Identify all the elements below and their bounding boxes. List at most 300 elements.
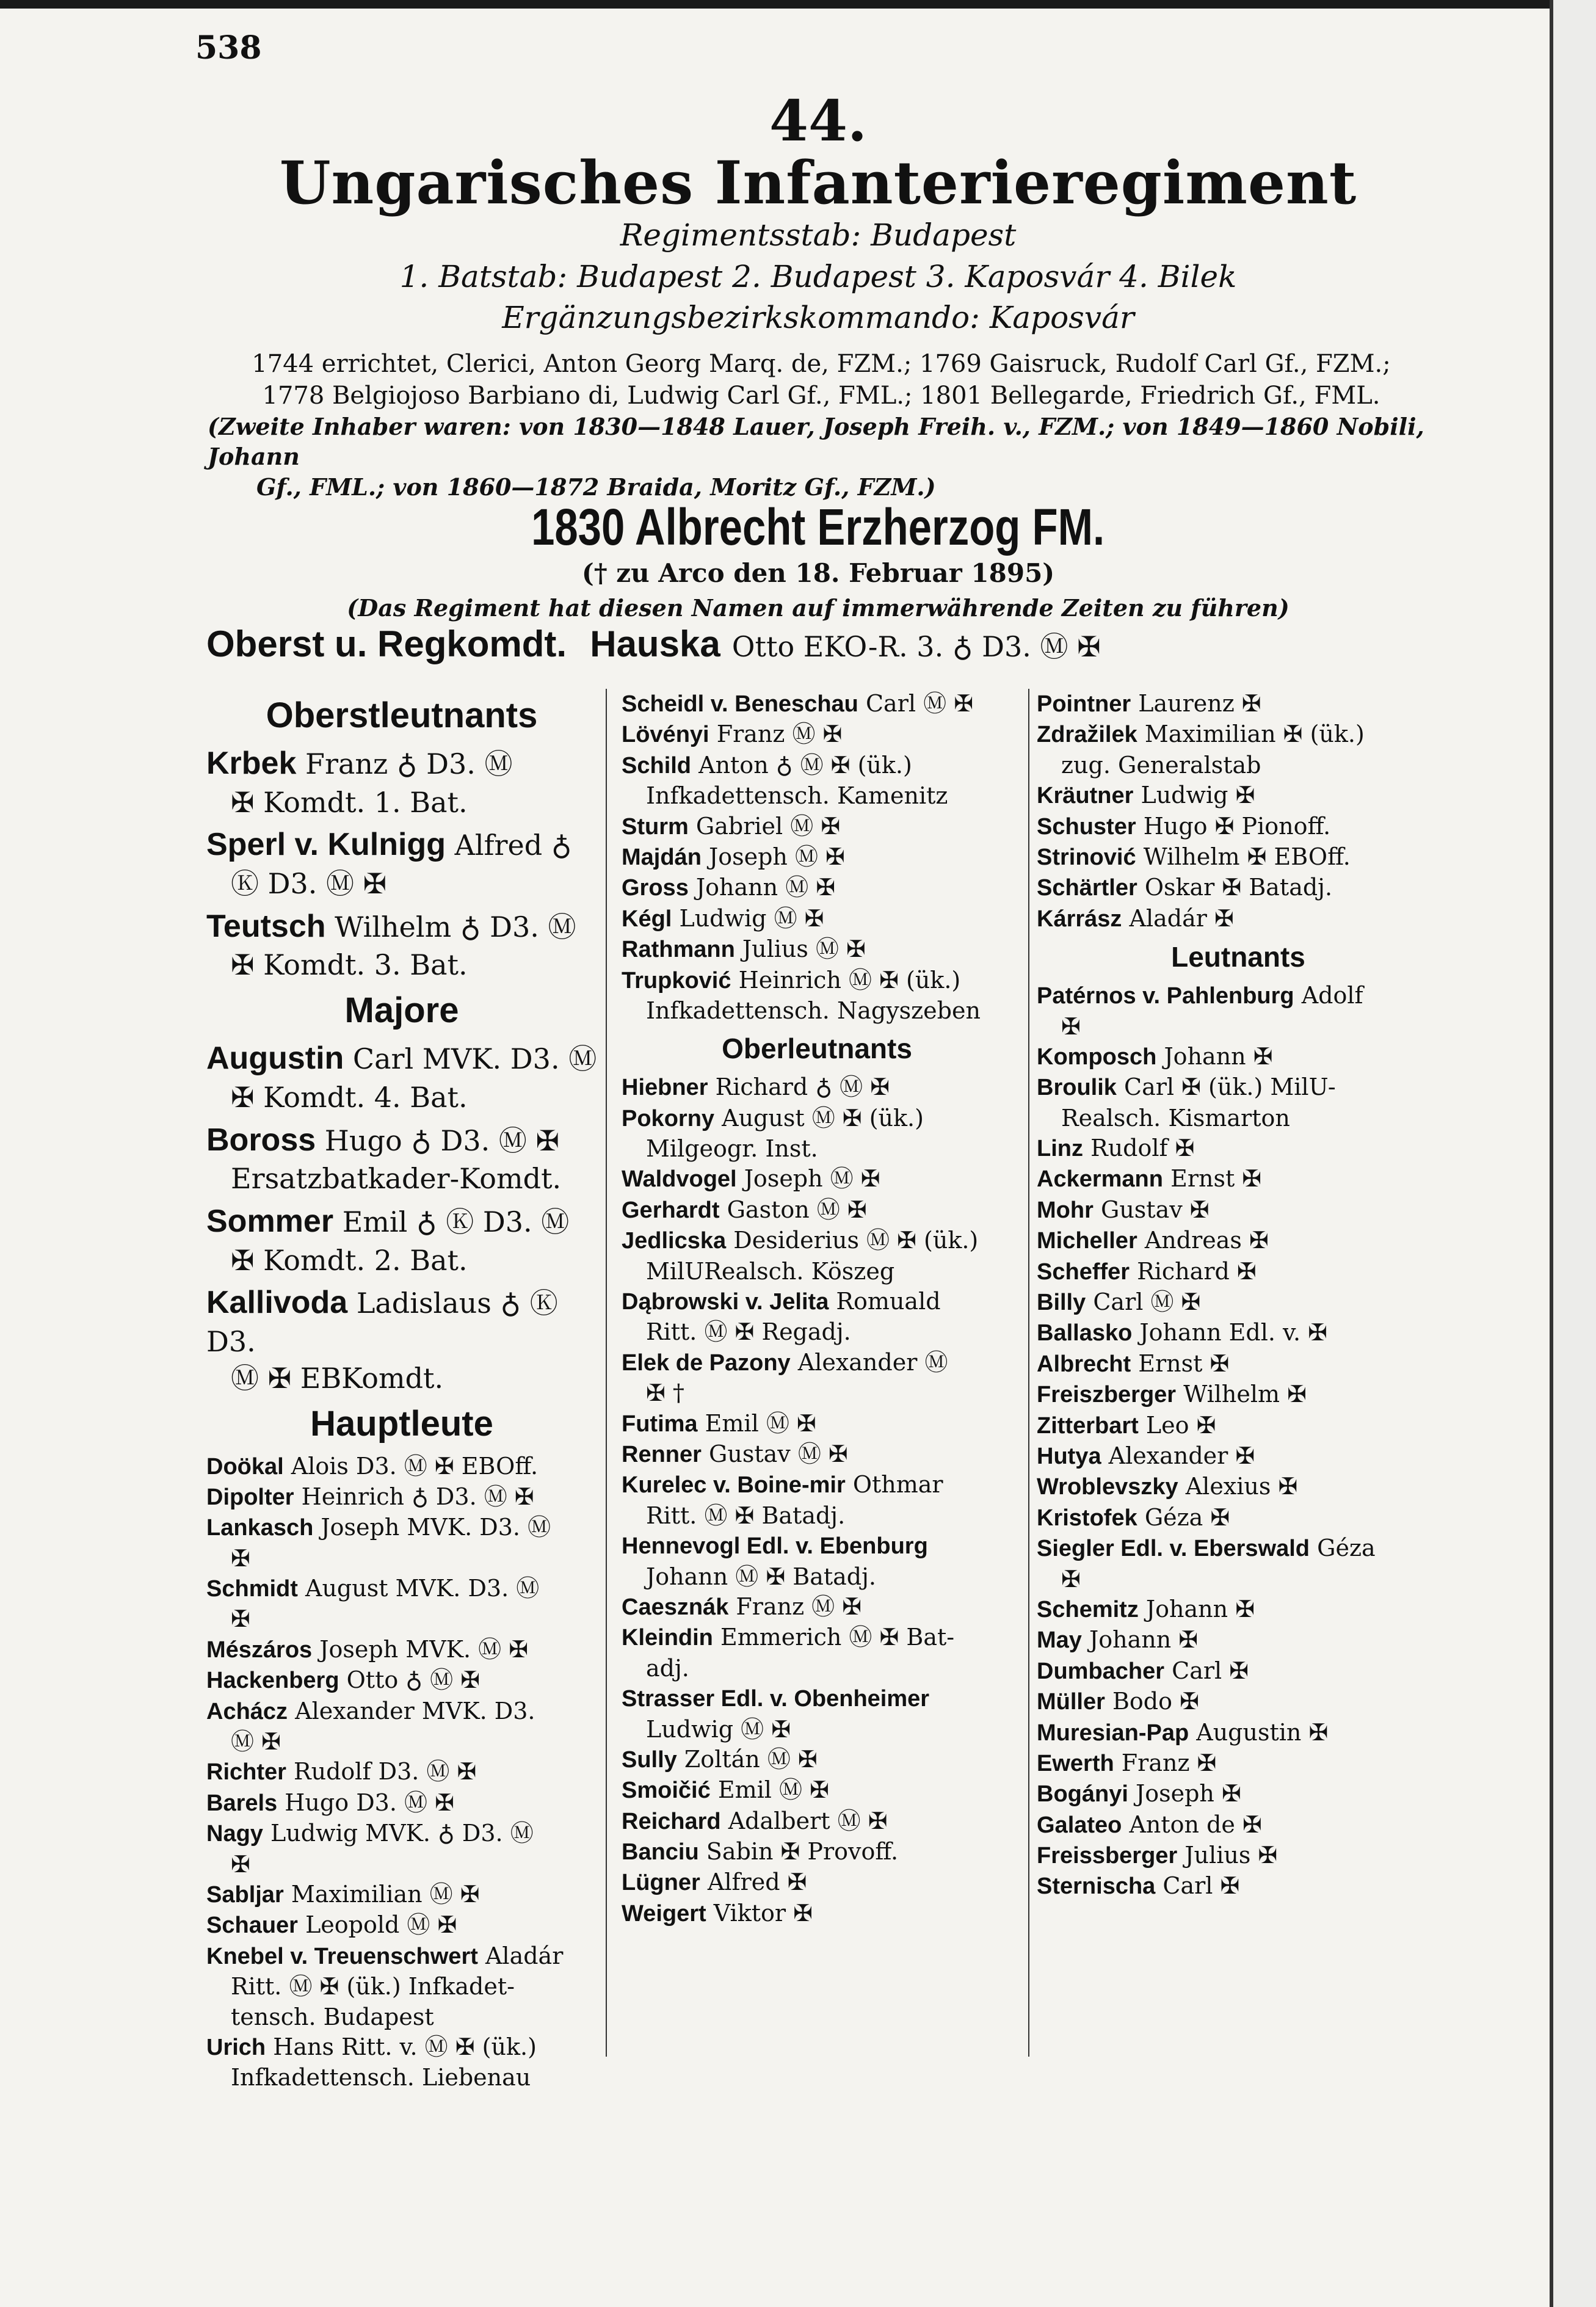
officer-line xyxy=(622,1409,1012,1439)
officer-details: Julius ✠ xyxy=(1184,1842,1278,1869)
officer-entry xyxy=(206,1665,597,1696)
officer-surname: Kárrász xyxy=(1037,906,1122,932)
majore-list xyxy=(206,1038,597,1397)
officer-line xyxy=(1037,1718,1440,1748)
officer-line xyxy=(1037,1133,1440,1164)
officer-line xyxy=(622,1898,1012,1929)
officer-line xyxy=(622,1775,1012,1806)
hauptleute-list-cont xyxy=(622,689,1012,1026)
officer-entry xyxy=(206,1482,597,1513)
officer-line xyxy=(622,1622,1012,1653)
officer-surname: Wroblevszky xyxy=(1037,1474,1178,1500)
officer-entry xyxy=(206,1818,597,1880)
oberleutnants-list-cont xyxy=(1037,689,1440,934)
officer-entry xyxy=(1037,873,1440,903)
officer-entry xyxy=(206,824,597,902)
officer-surname: Siegler Edl. v. Eberswald xyxy=(1037,1536,1310,1562)
officer-line xyxy=(622,689,1012,719)
officer-entry xyxy=(622,1439,1012,1470)
officer-continuation: ✠ xyxy=(1061,1565,1081,1593)
officer-details: Alexius ✠ xyxy=(1185,1473,1298,1500)
oberst-name: Hauska xyxy=(590,623,720,664)
officer-entry xyxy=(1037,1195,1440,1226)
history-line-2: 1778 Belgiojoso Barbiano di, Ludwig Carl Gf., FML.; 1801 Bellegarde, Friedrich Gf., FML. xyxy=(262,382,1380,410)
officer-line xyxy=(622,1348,1012,1378)
officer-line xyxy=(1037,689,1440,719)
officer-details: Sabin ✠ Provoff. xyxy=(706,1838,899,1866)
officer-details: Richard ✠ xyxy=(1137,1257,1257,1285)
officer-line xyxy=(206,906,597,948)
officer-entry xyxy=(206,1451,597,1482)
officer-line xyxy=(1037,1472,1440,1502)
officer-entry xyxy=(206,1788,597,1818)
officer-line xyxy=(622,1837,1012,1867)
officer-continuation: ✠ Komdt. 4. Bat. xyxy=(231,1080,468,1114)
officer-continuation: Infkadettensch. Nagyszeben xyxy=(646,997,981,1024)
officer-surname: Pointner xyxy=(1037,691,1131,717)
officer-surname: Sommer xyxy=(206,1203,334,1239)
regimentsstab-line: Regimentsstab: Budapest xyxy=(620,217,1017,253)
officer-details: Leo ✠ xyxy=(1145,1411,1216,1439)
officer-details: Bodo ✠ xyxy=(1112,1688,1199,1715)
officer-continuation: ✠ xyxy=(1061,1012,1081,1040)
officer-details: Ernst ✠ xyxy=(1170,1165,1262,1193)
section-oberleutnants: Oberleutnants xyxy=(722,1033,912,1065)
officer-line xyxy=(206,1818,597,1849)
officer-details: Géza ✠ xyxy=(1144,1503,1230,1531)
officer-details: Heinrich Ⓜ ✠ (ük.) xyxy=(738,966,961,994)
officer-continuation: Ritt. Ⓜ ✠ (ük.) Infkadet- tensch. Budapest xyxy=(231,1973,515,2030)
officer-surname: Galateo xyxy=(1037,1812,1122,1838)
officer-surname: Sternischa xyxy=(1037,1873,1156,1900)
officer-line xyxy=(622,1745,1012,1775)
officer-line xyxy=(622,934,1012,965)
namegiver-note: (Das Regiment hat diesen Namen auf immerwährende Zeiten zu führen) xyxy=(347,594,1289,622)
officer-entry xyxy=(1037,1257,1440,1287)
page-number: 538 xyxy=(195,29,262,67)
officer-details: Carl ✠ xyxy=(1163,1872,1240,1900)
officer-entry xyxy=(206,906,597,984)
officer-entry xyxy=(1037,842,1440,873)
officer-entry xyxy=(622,1622,1012,1684)
officer-surname: Patérnos v. Pahlenburg xyxy=(1037,983,1294,1009)
officer-surname: Reichard xyxy=(622,1808,721,1834)
officer-surname: Scheffer xyxy=(1037,1259,1130,1285)
officer-surname: Kristofek xyxy=(1037,1505,1137,1531)
officer-details: Géza xyxy=(1317,1535,1376,1562)
officer-surname: Billy xyxy=(1037,1290,1086,1316)
regiment-history xyxy=(208,348,1435,502)
officer-details: Alfred ✠ xyxy=(707,1869,807,1896)
officer-continuation: Ersatzbatkader-Komdt. xyxy=(231,1162,562,1196)
officer-entry xyxy=(1037,1503,1440,1533)
column-1 xyxy=(206,689,597,2093)
officer-line xyxy=(622,873,1012,903)
officer-entry xyxy=(1037,981,1440,1042)
officer-surname: Ewerth xyxy=(1037,1750,1114,1776)
namegiver-death: († zu Arco den 18. Februar 1895) xyxy=(581,558,1055,588)
officer-surname: Mohr xyxy=(1037,1197,1094,1223)
officer-details: Hans Ritt. v. Ⓜ ✠ (ük.) xyxy=(273,2033,537,2060)
officer-continuation: MilURealsch. Köszeg xyxy=(646,1257,895,1285)
officer-surname: Renner xyxy=(622,1441,702,1467)
officer-details: Gustav ✠ xyxy=(1100,1196,1210,1223)
officer-line xyxy=(206,1696,597,1727)
officer-entry xyxy=(206,1696,597,1757)
officer-surname: Nagy xyxy=(206,1821,263,1847)
officer-details: Adalbert Ⓜ ✠ xyxy=(728,1807,888,1834)
officer-entry xyxy=(1037,1472,1440,1502)
officer-continuation: Infkadettensch. Kamenitz xyxy=(646,782,948,810)
officer-surname: Weigert xyxy=(622,1900,706,1927)
regiment-number: 44. xyxy=(769,88,868,154)
officer-entry xyxy=(1037,812,1440,842)
officer-details: Desiderius Ⓜ ✠ (ük.) xyxy=(733,1227,979,1254)
officer-line xyxy=(206,1120,597,1161)
officer-entry xyxy=(622,1409,1012,1439)
officer-line xyxy=(1037,1441,1440,1472)
officer-surname: Teutsch xyxy=(206,908,326,944)
officer-entry xyxy=(206,743,597,821)
officer-line xyxy=(206,743,597,785)
officer-entry xyxy=(1037,1042,1440,1072)
officer-details: Ludwig Ⓜ ✠ xyxy=(679,904,824,932)
officer-details: Gustav Ⓜ ✠ xyxy=(709,1440,848,1467)
officer-entry xyxy=(622,750,1012,812)
section-leutnants: Leutnants xyxy=(1171,941,1305,973)
column-3 xyxy=(1037,689,1440,1902)
officer-continuation: Ludwig Ⓜ ✠ xyxy=(646,1715,791,1743)
officer-entry xyxy=(1037,1840,1440,1871)
officer-surname: Knebel v. Treuenschwert xyxy=(206,1943,478,1969)
officer-surname: Hennevogl Edl. v. Ebenburg xyxy=(622,1533,928,1560)
namegiver-title: 1830 Albrecht Erzherzog FM. xyxy=(531,498,1105,556)
officer-line xyxy=(206,1451,597,1482)
officer-details: Augustin ✠ xyxy=(1196,1718,1329,1746)
hauptleute-list xyxy=(206,1451,597,2093)
officer-continuation: ✠ xyxy=(231,1544,250,1572)
officer-entry xyxy=(206,1880,597,1910)
officer-entry xyxy=(622,1195,1012,1226)
officer-details: Hugo ♁ D3. Ⓜ ✠ xyxy=(324,1124,560,1157)
officer-surname: Kleindin xyxy=(622,1625,713,1651)
officer-surname: Komposch xyxy=(1037,1044,1157,1070)
officer-surname: Dipolter xyxy=(206,1484,294,1510)
officer-details: Wilhelm ✠ EBOff. xyxy=(1143,843,1351,870)
officer-line xyxy=(206,824,597,866)
officer-continuation: Ⓜ ✠ xyxy=(231,1728,281,1756)
officer-entry xyxy=(622,934,1012,965)
officer-surname: Gerhardt xyxy=(622,1197,720,1223)
officer-details: Joseph Ⓜ ✠ xyxy=(744,1165,880,1193)
officer-line xyxy=(622,842,1012,873)
officer-entry xyxy=(622,904,1012,934)
officer-details: Franz ✠ xyxy=(1121,1749,1217,1776)
officer-line xyxy=(1037,1840,1440,1871)
officer-surname: Richter xyxy=(206,1759,286,1786)
officer-line xyxy=(1037,1810,1440,1840)
officer-details: Rudolf D3. Ⓜ ✠ xyxy=(294,1758,477,1786)
officer-line xyxy=(622,1867,1012,1898)
officer-line xyxy=(622,750,1012,781)
officer-line xyxy=(622,1195,1012,1226)
oberst-details: Otto EKO-R. 3. ♁ D3. Ⓜ ✠ xyxy=(731,630,1101,663)
officer-surname: Hiebner xyxy=(622,1075,708,1101)
officer-entry xyxy=(1037,1810,1440,1840)
officer-surname: Micheller xyxy=(1037,1228,1137,1254)
officer-entry xyxy=(1037,1072,1440,1133)
officer-surname: Caesznák xyxy=(622,1594,729,1620)
officer-line xyxy=(206,1880,597,1910)
officer-entry xyxy=(622,689,1012,719)
officer-line xyxy=(1037,1687,1440,1717)
column-divider-1 xyxy=(606,689,607,2057)
officer-line xyxy=(622,1103,1012,1134)
officer-details: Wilhelm ♁ D3. Ⓜ xyxy=(335,910,576,943)
officer-entry xyxy=(1037,1287,1440,1318)
officer-details: August Ⓜ ✠ (ük.) xyxy=(722,1104,924,1132)
officer-line xyxy=(622,719,1012,750)
officer-details: Alfred ♁ xyxy=(454,829,572,862)
officer-line xyxy=(206,1665,597,1696)
officer-entry xyxy=(1037,1441,1440,1472)
officer-surname: Jedlicska xyxy=(622,1228,727,1254)
officer-line xyxy=(1037,1871,1440,1902)
officer-line xyxy=(1037,1779,1440,1809)
officer-entry xyxy=(206,1910,597,1941)
officer-surname: Scheidl v. Beneschau xyxy=(622,691,858,717)
officer-surname: Zitterbart xyxy=(1037,1412,1139,1439)
officer-continuation: Infkadettensch. Liebenau xyxy=(231,2064,531,2091)
history-line-3: (Zweite Inhaber waren: von 1830—1848 Lauer, Joseph Freih. v., FZM.; von 1849—1860 Nobili, Johann xyxy=(208,413,1424,471)
officer-details: Alexander ✠ xyxy=(1108,1442,1255,1469)
officer-entry xyxy=(206,1941,597,2032)
officer-entry xyxy=(1037,904,1440,934)
officer-entry xyxy=(1037,1625,1440,1655)
column-divider-2 xyxy=(1028,689,1029,2057)
officer-line xyxy=(206,1282,597,1360)
officer-surname: Kégl xyxy=(622,906,672,932)
officer-entry xyxy=(1037,1594,1440,1625)
officer-entry xyxy=(1037,1133,1440,1164)
section-majore: Majore xyxy=(344,990,459,1031)
officer-line xyxy=(1037,842,1440,873)
officer-continuation: ✠ Komdt. 1. Bat. xyxy=(231,785,468,819)
oberleutnants-list xyxy=(622,1072,1012,1929)
officer-entry xyxy=(1037,1533,1440,1594)
officer-surname: Albrecht xyxy=(1037,1351,1131,1377)
officer-line xyxy=(1037,1379,1440,1410)
officer-surname: Schauer xyxy=(206,1913,298,1939)
officer-details: Leopold Ⓜ ✠ xyxy=(305,1911,457,1939)
officer-entry xyxy=(206,2032,597,2093)
officer-line xyxy=(206,1574,597,1604)
officer-details: Maximilian ✠ (ük.) xyxy=(1144,721,1365,748)
officer-entry xyxy=(206,1038,597,1116)
officer-line xyxy=(622,1806,1012,1837)
officer-line xyxy=(1037,1318,1440,1348)
officer-details: Gaston Ⓜ ✠ xyxy=(727,1196,867,1223)
officer-details: Wilhelm ✠ xyxy=(1183,1381,1307,1408)
officer-surname: Mészáros xyxy=(206,1637,313,1663)
officer-entry xyxy=(1037,1871,1440,1902)
officer-entry xyxy=(622,1164,1012,1194)
officer-line xyxy=(622,1592,1012,1622)
officer-line xyxy=(206,1482,597,1513)
officer-details: Carl Ⓜ ✠ xyxy=(1093,1288,1201,1316)
officer-details: Carl ✠ xyxy=(1172,1657,1249,1684)
officer-surname: Schärtler xyxy=(1037,875,1137,901)
officer-entry xyxy=(1037,1318,1440,1348)
officer-details: Johann ✠ xyxy=(1164,1042,1273,1070)
officer-continuation: Johann Ⓜ ✠ Batadj. xyxy=(646,1563,876,1590)
officer-details: Oskar ✠ Batadj. xyxy=(1144,874,1333,901)
page-right-edge xyxy=(1550,0,1596,2307)
officer-line xyxy=(622,1226,1012,1256)
officer-line xyxy=(1037,1656,1440,1687)
officer-continuation: Ⓚ D3. Ⓜ ✠ xyxy=(231,866,387,900)
officer-entry xyxy=(206,1282,597,1397)
officer-line xyxy=(622,1439,1012,1470)
officer-entry xyxy=(622,842,1012,873)
officer-surname: Dumbacher xyxy=(1037,1658,1165,1684)
officer-line xyxy=(622,1164,1012,1194)
officer-surname: Barels xyxy=(206,1790,278,1816)
officer-line xyxy=(1037,812,1440,842)
officer-surname: Müller xyxy=(1037,1689,1105,1715)
officer-entry xyxy=(622,1806,1012,1837)
officer-line xyxy=(622,1287,1012,1317)
officer-continuation: Ritt. Ⓜ ✠ Regadj. xyxy=(646,1318,851,1346)
officer-entry xyxy=(206,1757,597,1787)
officer-surname: Elek de Pazony xyxy=(622,1350,791,1376)
officer-line xyxy=(1037,904,1440,934)
officer-details: Joseph Ⓜ ✠ xyxy=(709,843,845,870)
officer-line xyxy=(1037,873,1440,903)
officer-surname: Futima xyxy=(622,1411,698,1437)
column-2 xyxy=(622,689,1012,1929)
officer-continuation: Ritt. Ⓜ ✠ Batadj. xyxy=(646,1502,846,1529)
officer-entry xyxy=(1037,1164,1440,1194)
officer-details: Carl Ⓜ ✠ xyxy=(865,690,974,717)
officer-surname: Kräutner xyxy=(1037,783,1134,809)
officer-details: Emil Ⓜ ✠ xyxy=(717,1776,829,1804)
officer-details: Richard ♁ Ⓜ ✠ xyxy=(715,1074,890,1101)
officer-surname: Muresian-Pap xyxy=(1037,1720,1189,1746)
officer-entry xyxy=(622,719,1012,750)
officer-entry xyxy=(622,1775,1012,1806)
officer-line xyxy=(206,1910,597,1941)
officer-entry xyxy=(1037,1779,1440,1809)
officer-line xyxy=(206,1788,597,1818)
officer-surname: Sabljar xyxy=(206,1882,284,1908)
officer-continuation: ✠ xyxy=(231,1605,250,1633)
officer-continuation: ✠ xyxy=(231,1850,250,1878)
officer-details: Ladislaus ♁ Ⓚ D3. xyxy=(206,1287,558,1358)
officer-surname: Smoičić xyxy=(622,1778,711,1804)
officer-line xyxy=(206,1513,597,1543)
oberst-label: Oberst u. Regkomdt. xyxy=(206,623,567,664)
oberst-line xyxy=(206,623,1440,666)
officer-details: Franz Ⓜ ✠ xyxy=(736,1593,862,1620)
officer-line xyxy=(1037,1226,1440,1256)
officer-line xyxy=(1037,1042,1440,1072)
officer-details: Julius Ⓜ ✠ xyxy=(742,936,866,963)
officer-details: August MVK. D3. Ⓜ xyxy=(305,1575,540,1602)
officer-continuation: adj. xyxy=(646,1654,689,1682)
officer-entry xyxy=(622,1103,1012,1164)
officer-entry xyxy=(1037,689,1440,719)
officer-continuation: Milgeogr. Inst. xyxy=(646,1135,818,1163)
officer-line xyxy=(1037,1257,1440,1287)
officer-entry xyxy=(1037,1349,1440,1379)
officer-entry xyxy=(622,1348,1012,1409)
officer-surname: Trupković xyxy=(622,967,731,994)
officer-entry xyxy=(1037,1379,1440,1410)
officer-details: Othmar xyxy=(852,1471,943,1499)
officer-details: Adolf xyxy=(1301,982,1363,1009)
officer-surname: Schemitz xyxy=(1037,1596,1139,1622)
officer-details: Alexander MVK. D3. xyxy=(295,1697,535,1724)
officer-surname: Boross xyxy=(206,1122,316,1158)
officer-details: Carl MVK. D3. Ⓜ xyxy=(352,1042,597,1076)
officer-details: Maximilian Ⓜ ✠ xyxy=(291,1881,480,1908)
page-top-edge xyxy=(0,0,1596,9)
officer-entry xyxy=(622,1287,1012,1348)
officer-details: Andreas ✠ xyxy=(1144,1227,1269,1254)
officer-details: Laurenz ✠ xyxy=(1138,690,1261,717)
officer-details: Hugo ✠ Pionoff. xyxy=(1143,812,1331,840)
officer-surname: Achácz xyxy=(206,1698,288,1724)
officer-line xyxy=(622,1684,1012,1714)
officer-surname: Zdražilek xyxy=(1037,722,1137,748)
officer-details: Emmerich Ⓜ ✠ Bat- xyxy=(720,1624,955,1651)
officer-continuation: ✠ Komdt. 3. Bat. xyxy=(231,948,468,982)
officer-details: Emil Ⓜ ✠ xyxy=(705,1409,816,1437)
officer-line xyxy=(1037,1287,1440,1318)
officer-entry xyxy=(622,1745,1012,1775)
officer-surname: Ballasko xyxy=(1037,1320,1133,1346)
regiment-title: Ungarisches Infanterieregiment xyxy=(279,148,1357,217)
officer-surname: Freiszberger xyxy=(1037,1382,1177,1408)
battalions-line: 1. Batstab: Budapest 2. Budapest 3. Kaposvár 4. Bilek xyxy=(399,258,1237,294)
officer-surname: Gross xyxy=(622,875,689,901)
officer-surname: Bogányi xyxy=(1037,1781,1128,1807)
ergaenzung-line: Ergänzungsbezirkskommando: Kaposvár xyxy=(502,300,1134,336)
officer-line xyxy=(1037,1625,1440,1655)
officer-line xyxy=(1037,1164,1440,1194)
officer-details: Aladár xyxy=(485,1942,564,1969)
officer-details: Joseph MVK. D3. Ⓜ xyxy=(321,1514,551,1541)
officer-details: Aladár ✠ xyxy=(1129,904,1234,932)
officer-entry xyxy=(1037,1226,1440,1256)
officer-surname: Schild xyxy=(622,752,692,779)
officer-entry xyxy=(622,873,1012,903)
officer-surname: Ackermann xyxy=(1037,1166,1163,1193)
officer-surname: Broulik xyxy=(1037,1075,1117,1101)
officer-continuation: zug. Generalstab xyxy=(1061,751,1261,779)
officer-surname: Lankasch xyxy=(206,1515,314,1541)
officer-columns xyxy=(206,689,1440,2093)
section-hauptleute: Hauptleute xyxy=(310,1403,493,1444)
section-oberstleutnants: Oberstleutnants xyxy=(266,696,538,735)
officer-details: Johann ✠ xyxy=(1089,1626,1199,1654)
officer-entry xyxy=(622,1837,1012,1867)
officer-surname: Dąbrowski v. Jelita xyxy=(622,1289,829,1315)
officer-entry xyxy=(622,812,1012,842)
officer-line xyxy=(622,1470,1012,1500)
officer-surname: Majdán xyxy=(622,844,702,870)
